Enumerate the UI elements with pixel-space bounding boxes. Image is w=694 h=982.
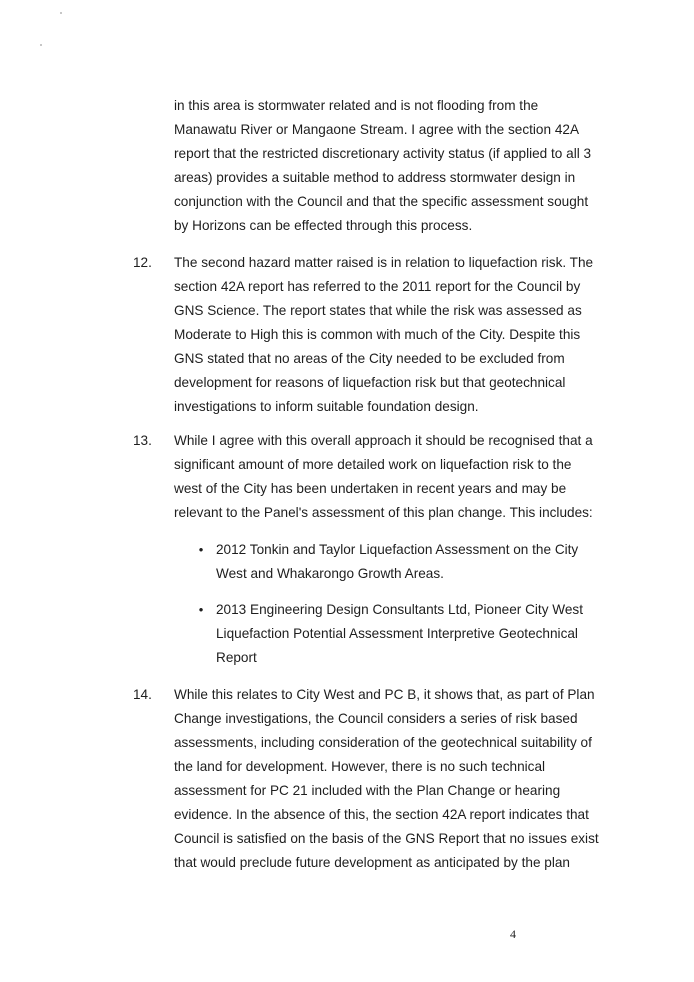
paragraph-number: 13.: [133, 433, 152, 448]
text-line: Council is satisfied on the basis of the GNS Report that no issues exist: [174, 831, 599, 846]
text-line: Report: [216, 650, 257, 665]
text-line: investigations to inform suitable foundation design.: [174, 399, 479, 414]
text-line: West and Whakarongo Growth Areas.: [216, 566, 444, 581]
scan-speck: [40, 44, 42, 46]
text-line: section 42A report has referred to the 2011 report for the Council by: [174, 279, 581, 294]
text-line: The second hazard matter raised is in relation to liquefaction risk. The: [174, 255, 594, 270]
paragraph-text: [174, 429, 614, 525]
text-line: development for reasons of liquefaction risk but that geotechnical: [174, 375, 566, 390]
paragraph-text: [174, 251, 614, 419]
text-line: that would preclude future development as anticipated by the plan: [174, 855, 570, 870]
text-line: 2013 Engineering Design Consultants Ltd, Pioneer City West: [216, 602, 583, 617]
text-line: in this area is stormwater related and is not flooding from the: [174, 98, 539, 113]
paragraph-text: [174, 683, 614, 875]
text-line: significant amount of more detailed work on liquefaction risk to the: [174, 457, 572, 472]
text-line: Liquefaction Potential Assessment Interpretive Geotechnical: [216, 626, 578, 641]
text-line: Manawatu River or Mangaone Stream. I agree with the section 42A: [174, 122, 580, 137]
text-line: areas) provides a suitable method to address stormwater design in: [174, 170, 576, 185]
text-line: the land for development. However, there is no such technical: [174, 759, 546, 774]
text-line: relevant to the Panel's assessment of this plan change. This includes:: [174, 505, 593, 520]
bullet-icon: •: [198, 602, 204, 617]
text-line: west of the City has been undertaken in recent years and may be: [174, 481, 567, 496]
text-line: 2012 Tonkin and Taylor Liquefaction Assessment on the City: [216, 542, 579, 557]
text-line: conjunction with the Council and that the specific assessment sought: [174, 194, 589, 209]
text-line: GNS Science. The report states that while the risk was assessed as: [174, 303, 582, 318]
bullet-icon: •: [198, 542, 204, 557]
text-line: assessments, including consideration of the geotechnical suitability of: [174, 735, 592, 750]
page-number: 4: [510, 927, 516, 941]
text-line: While this relates to City West and PC B, it shows that, as part of Plan: [174, 687, 595, 702]
text-line: assessment for PC 21 included with the Plan Change or hearing: [174, 783, 561, 798]
bullet-text: [216, 598, 616, 670]
text-line: GNS stated that no areas of the City needed to be excluded from: [174, 351, 565, 366]
paragraph-text: [174, 94, 614, 238]
text-line: by Horizons can be effected through this process.: [174, 218, 473, 233]
text-line: Moderate to High this is common with much of the City. Despite this: [174, 327, 581, 342]
paragraph-number: 14.: [133, 687, 152, 702]
scan-speck: [60, 12, 62, 14]
text-line: report that the restricted discretionary activity status (if applied to all 3: [174, 146, 592, 161]
paragraph-number: 12.: [133, 255, 152, 270]
bullet-text: [216, 538, 616, 586]
text-line: evidence. In the absence of this, the section 42A report indicates that: [174, 807, 589, 822]
text-line: While I agree with this overall approach it should be recognised that a: [174, 433, 593, 448]
text-line: Change investigations, the Council considers a series of risk based: [174, 711, 578, 726]
